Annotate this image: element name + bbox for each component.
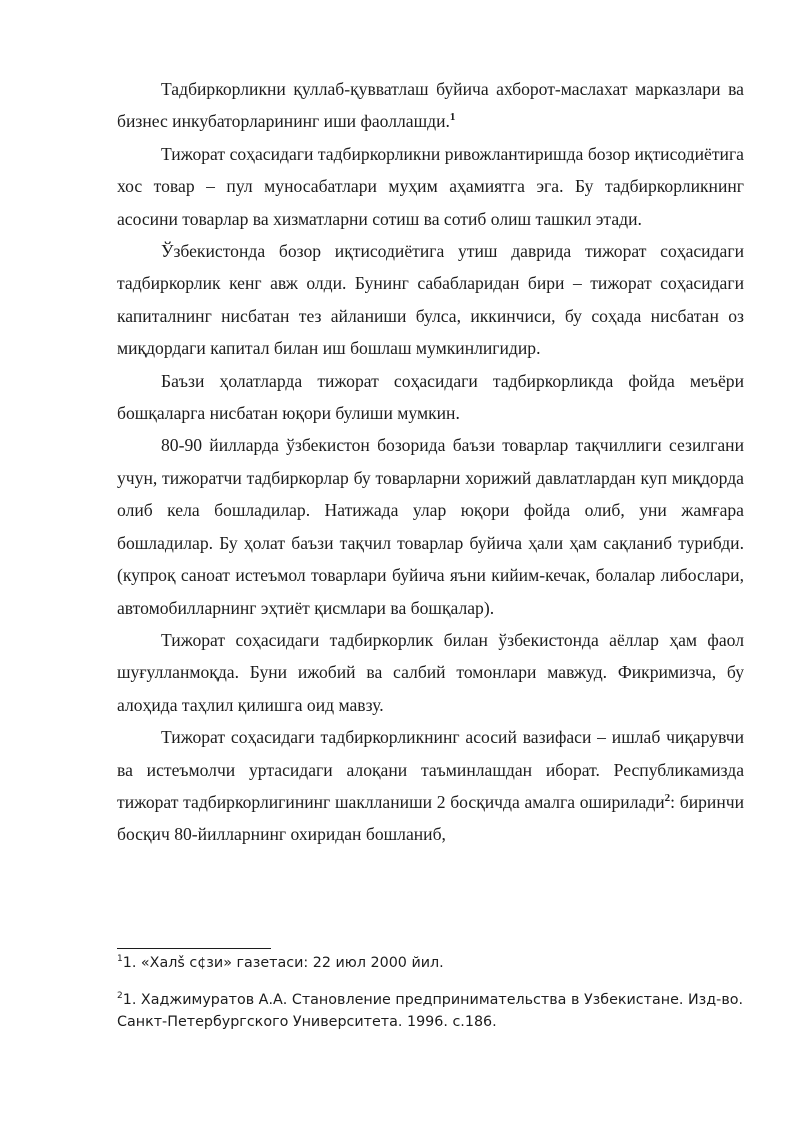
footnote-ref-1[interactable]: 1	[449, 111, 456, 124]
footnote-1: $^1$1. «Халš с¢зи» газетаси: 22 июл 2000 йил.	[117, 954, 444, 971]
paragraph-3: Ўзбекистонда бозор иқтисодиётига утиш даврида тижорат соҳасидаги тадбиркорлик кенг авж олди. Бунинг сабабларидан бири – тижорат соҳасидаги капиталнинг нисбатан тез айланиши булса, иккинчиси, бу соҳада нисбатан оз миқдордаги капитал билан иш бошлаш мумкинлигидир.	[117, 241, 744, 359]
paragraph-6: Тижорат соҳасидаги тадбиркорлик билан ўзбекистонда аёллар ҳам фаол шуғулланмоқда. Буни ижобий ва салбий томонлари мавжуд. Фикримизча, бу алоҳида таҳлил қилишга оид мавзу.	[117, 629, 744, 715]
paragraph-7: Тижорат соҳасидаги тадбиркорликнинг асосий вазифаси – ишлаб чиқарувчи ва истеъмолчи уртасидаги алоқани таъминлашдан иборат. Республикамизда тижорат тадбиркорлигининг шаклланиши 2 босқичда амалга оширилади$^2$: биринчи босқич 80-йилларнинг охиридан бошланиб,	[117, 727, 745, 845]
paragraph-1: Тадбиркорликни қуллаб-қувватлаш буйича ахборот-маслахат марказлари ва бизнес инкубаторларининг иши фаоллашди.$^1$	[117, 79, 744, 132]
footnote-mark-1: 1	[117, 954, 123, 965]
paragraph-4: Баъзи ҳолатларда тижорат соҳасидаги тадбиркорликда фойда меъёри бошқаларга нисбатан юқори булиши мумкин.	[117, 370, 744, 424]
footnote-2: $^2$1. Хаджимуратов А.А. Становление предпринимательства в Узбекистане. Изд-во. Санкт-Петербургского Университета. 1996. с.186.	[117, 991, 744, 1030]
footnote-ref-2[interactable]: 2	[664, 792, 671, 805]
footnote-separator	[117, 948, 271, 949]
footnotes	[117, 952, 744, 1033]
footnote-mark-2: 2	[117, 991, 123, 1002]
paragraph-5: 80-90 йилларда ўзбекистон бозорида баъзи товарлар тақчиллиги сезилгани учун, тижоратчи тадбиркорлар бу товарларни хорижий давлатлардан куп миқдорда олиб кела бошладилар. Натижада улар юқори фойда олиб, уни жамғара бошладилар. Бу ҳолат баъзи тақчил товарлар буйича ҳали ҳам сақланиб турибди. (купроқ саноат истеъмол товарлари буйича яъни кийим-кечак, болалар либослари, автомобилларнинг эҳтиёт қисмлари ва бошқалар).	[117, 435, 744, 618]
paragraph-2: Тижорат соҳасидаги тадбиркорликни ривожлантиришда бозор иқтисодиётига хос товар – пул муносабатлари муҳим аҳамиятга эга. Бу тадбиркорликнинг асосини товарлар ва хизматларни сотиш ва сотиб олиш ташкил этади.	[117, 143, 744, 229]
body-text	[117, 73, 744, 851]
